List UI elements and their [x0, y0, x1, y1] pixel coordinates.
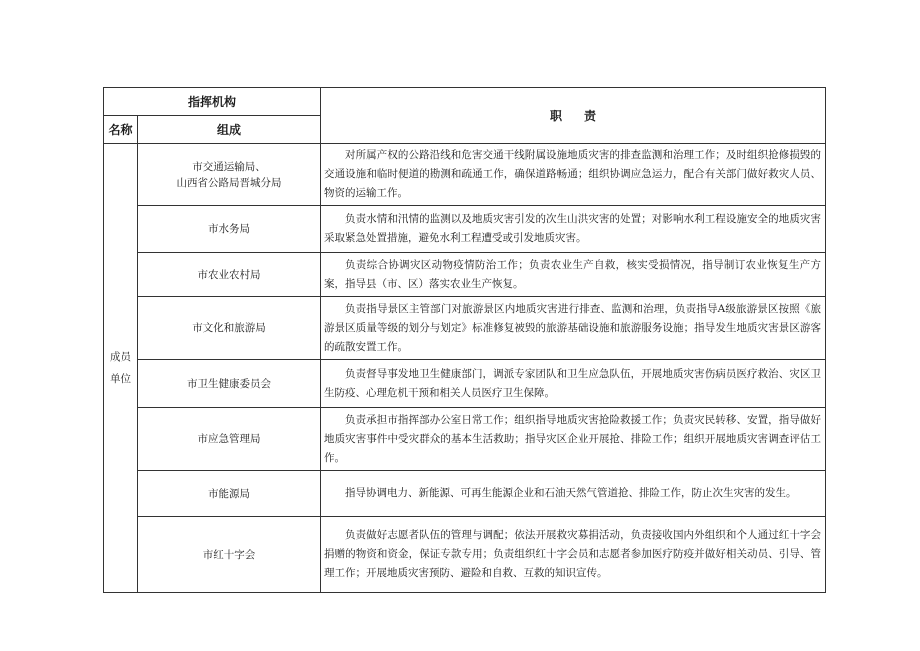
- org-name: 市文化和旅游局: [138, 297, 321, 360]
- table-row: [104, 297, 826, 360]
- org-name: 市水务局: [138, 206, 321, 253]
- duty-text: 负责综合协调灾区动物疫情防治工作；负责农业生产自救，核实受损情况，指导制订农业恢复生产方案，指导县（市、区）落实农业生产恢复。: [321, 253, 826, 297]
- org-name: 市能源局: [138, 471, 321, 517]
- header-command-org: 指挥机构: [104, 88, 321, 116]
- duty-text: 负责督导事发地卫生健康部门，调派专家团队和卫生应急队伍，开展地质灾害伤病员医疗救治、灾区卫生防疫、心理危机干预和相关人员医疗卫生保障。: [321, 360, 826, 408]
- table-row: [104, 408, 826, 471]
- org-name: 市卫生健康委员会: [138, 360, 321, 408]
- table-row: [104, 253, 826, 297]
- header-name: 名称: [104, 116, 138, 144]
- duty-text: 负责做好志愿者队伍的管理与调配；依法开展救灾募捐活动，负责接收国内外组织和个人通过红十字会捐赠的物资和资金，保证专款专用；负责组织红十字会员和志愿者参加医疗防疫并做好相关动员、引导、管理工作；开展地质灾害预防、避险和自救、互救的知识宣传。: [321, 517, 826, 593]
- duty-text: 指导协调电力、新能源、可再生能源企业和石油天然气管道抢、排险工作，防止次生灾害的发生。: [321, 471, 826, 517]
- org-name-line1: 市交通运输局、: [192, 160, 266, 173]
- org-name: 市应急管理局: [138, 408, 321, 471]
- duty-text: 负责水情和汛情的监测以及地质灾害引发的次生山洪灾害的处置；对影响水利工程设施安全的地质灾害采取紧急处置措施，避免水利工程遭受或引发地质灾害。: [321, 206, 826, 253]
- org-name: 市红十字会: [138, 517, 321, 593]
- header-composition: 组成: [138, 116, 321, 144]
- member-units-label-line2: 单位: [110, 373, 131, 385]
- header-row-top: [104, 88, 826, 116]
- table-row: [104, 471, 826, 517]
- table-row: [104, 517, 826, 593]
- table-row: [104, 206, 826, 253]
- org-name-line2: 山西省公路局晋城分局: [176, 176, 282, 189]
- duties-table: [103, 87, 826, 593]
- member-units-label: [104, 144, 138, 593]
- duty-text: 对所属产权的公路沿线和危害交通干线附属设施地质灾害的排查监测和治理工作；及时组织抢修损毁的交通设施和临时便道的勘测和疏通工作，确保道路畅通；组织协调应急运力，配合有关部门做好救灾人员、物资的运输工作。: [321, 144, 826, 206]
- table-row: [104, 144, 826, 206]
- org-cell: [138, 144, 321, 206]
- duty-text: 负责承担市指挥部办公室日常工作；组织指导地质灾害抢险救援工作；负责灾民转移、安置，指导做好地质灾害事件中受灾群众的基本生活救助；指导灾区企业开展抢、排险工作；组织开展地质灾害调查评估工作。: [321, 408, 826, 471]
- member-units-label-line1: 成员: [110, 351, 131, 363]
- org-name: 市农业农村局: [138, 253, 321, 297]
- table-row: [104, 360, 826, 408]
- header-duties: 职责: [321, 88, 826, 144]
- duty-text: 负责指导景区主管部门对旅游景区内地质灾害进行排查、监测和治理，负责指导A级旅游景区按照《旅游景区质量等级的划分与划定》标准修复被毁的旅游基础设施和旅游服务设施；指导发生地质灾害景区游客的疏散安置工作。: [321, 297, 826, 360]
